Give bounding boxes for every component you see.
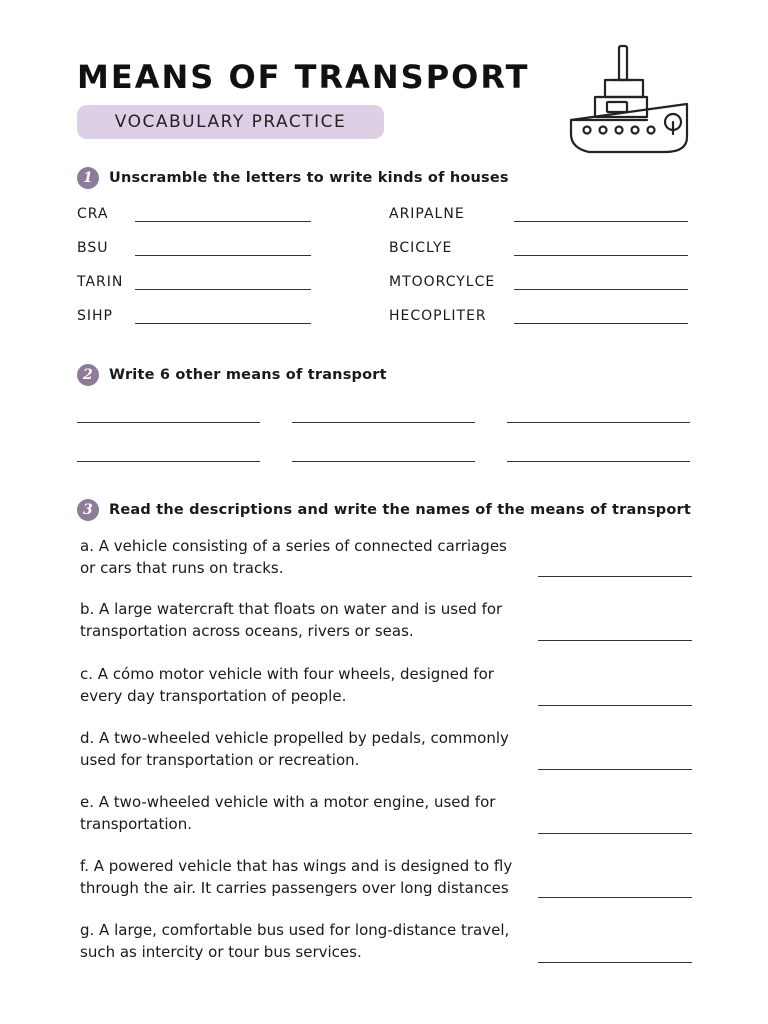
scrambled-word: BSU bbox=[77, 240, 109, 256]
scrambled-word: BCICLYE bbox=[389, 240, 453, 256]
word-row bbox=[77, 274, 311, 290]
description-line: such as intercity or tour bus services. bbox=[80, 943, 362, 961]
description-line: g. A large, comfortable bus used for long-distance travel, bbox=[80, 921, 510, 939]
section-1-heading bbox=[77, 167, 509, 189]
answer-line[interactable] bbox=[77, 461, 260, 462]
answer-line[interactable] bbox=[135, 255, 311, 256]
description-line: a. A vehicle consisting of a series of connected carriages bbox=[80, 537, 507, 555]
answer-line[interactable] bbox=[135, 289, 311, 290]
word-row bbox=[77, 308, 311, 324]
answer-line[interactable] bbox=[538, 640, 692, 641]
answer-line[interactable] bbox=[538, 705, 692, 706]
subtitle-text: VOCABULARY PRACTICE bbox=[114, 112, 347, 132]
section-2-heading bbox=[77, 364, 387, 386]
word-row bbox=[77, 206, 311, 222]
answer-line[interactable] bbox=[77, 422, 260, 423]
section-number-badge: 2 bbox=[77, 364, 99, 386]
word-row bbox=[389, 206, 688, 222]
section-instruction: Write 6 other means of transport bbox=[109, 367, 387, 383]
answer-line[interactable] bbox=[507, 422, 690, 423]
description-line: transportation across oceans, rivers or seas. bbox=[80, 622, 414, 640]
answer-line[interactable] bbox=[538, 897, 692, 898]
description-line: c. A cómo motor vehicle with four wheels, designed for bbox=[80, 665, 494, 683]
description-line: d. A two-wheeled vehicle propelled by pedals, commonly bbox=[80, 729, 509, 747]
description-line: e. A two-wheeled vehicle with a motor engine, used for bbox=[80, 793, 496, 811]
word-row bbox=[389, 308, 688, 324]
answer-line[interactable] bbox=[514, 221, 688, 222]
scrambled-word: SIHP bbox=[77, 308, 113, 324]
answer-line[interactable] bbox=[507, 461, 690, 462]
ship-icon bbox=[565, 42, 695, 157]
answer-line[interactable] bbox=[538, 962, 692, 963]
scrambled-word: CRA bbox=[77, 206, 109, 222]
answer-line[interactable] bbox=[135, 323, 311, 324]
answer-line[interactable] bbox=[292, 461, 475, 462]
word-row bbox=[77, 240, 311, 256]
description-item bbox=[80, 663, 530, 707]
section-instruction: Read the descriptions and write the names of the means of transport bbox=[109, 502, 692, 518]
word-row bbox=[389, 274, 688, 290]
description-item bbox=[80, 727, 530, 771]
section-3-heading bbox=[77, 499, 691, 521]
description-item bbox=[80, 535, 530, 579]
scrambled-word: TARIN bbox=[77, 274, 124, 290]
description-item bbox=[80, 855, 530, 899]
description-line: or cars that runs on tracks. bbox=[80, 559, 284, 577]
page-title: MEANS OF TRANSPORT bbox=[77, 58, 530, 96]
answer-line[interactable] bbox=[135, 221, 311, 222]
description-line: used for transportation or recreation. bbox=[80, 751, 360, 769]
description-line: every day transportation of people. bbox=[80, 687, 347, 705]
scrambled-word: MTOORCYLCE bbox=[389, 274, 496, 290]
description-line: transportation. bbox=[80, 815, 193, 833]
answer-line[interactable] bbox=[538, 833, 692, 834]
word-row bbox=[389, 240, 688, 256]
answer-line[interactable] bbox=[292, 422, 475, 423]
description-item bbox=[80, 919, 530, 963]
description-item bbox=[80, 598, 530, 642]
subtitle-badge bbox=[77, 105, 384, 139]
answer-line[interactable] bbox=[538, 576, 692, 577]
section-number-badge: 3 bbox=[77, 499, 99, 521]
answer-line[interactable] bbox=[514, 255, 688, 256]
description-line: through the air. It carries passengers over long distances bbox=[80, 879, 509, 897]
answer-line[interactable] bbox=[514, 323, 688, 324]
description-item bbox=[80, 791, 530, 835]
description-line: b. A large watercraft that floats on water and is used for bbox=[80, 600, 503, 618]
section-number-badge: 1 bbox=[77, 167, 99, 189]
answer-line[interactable] bbox=[514, 289, 688, 290]
scrambled-word: ARIPALNE bbox=[389, 206, 465, 222]
scrambled-word: HECOPLITER bbox=[389, 308, 487, 324]
description-line: f. A powered vehicle that has wings and is designed to fly bbox=[80, 857, 513, 875]
section-instruction: Unscramble the letters to write kinds of houses bbox=[109, 170, 509, 186]
answer-line[interactable] bbox=[538, 769, 692, 770]
